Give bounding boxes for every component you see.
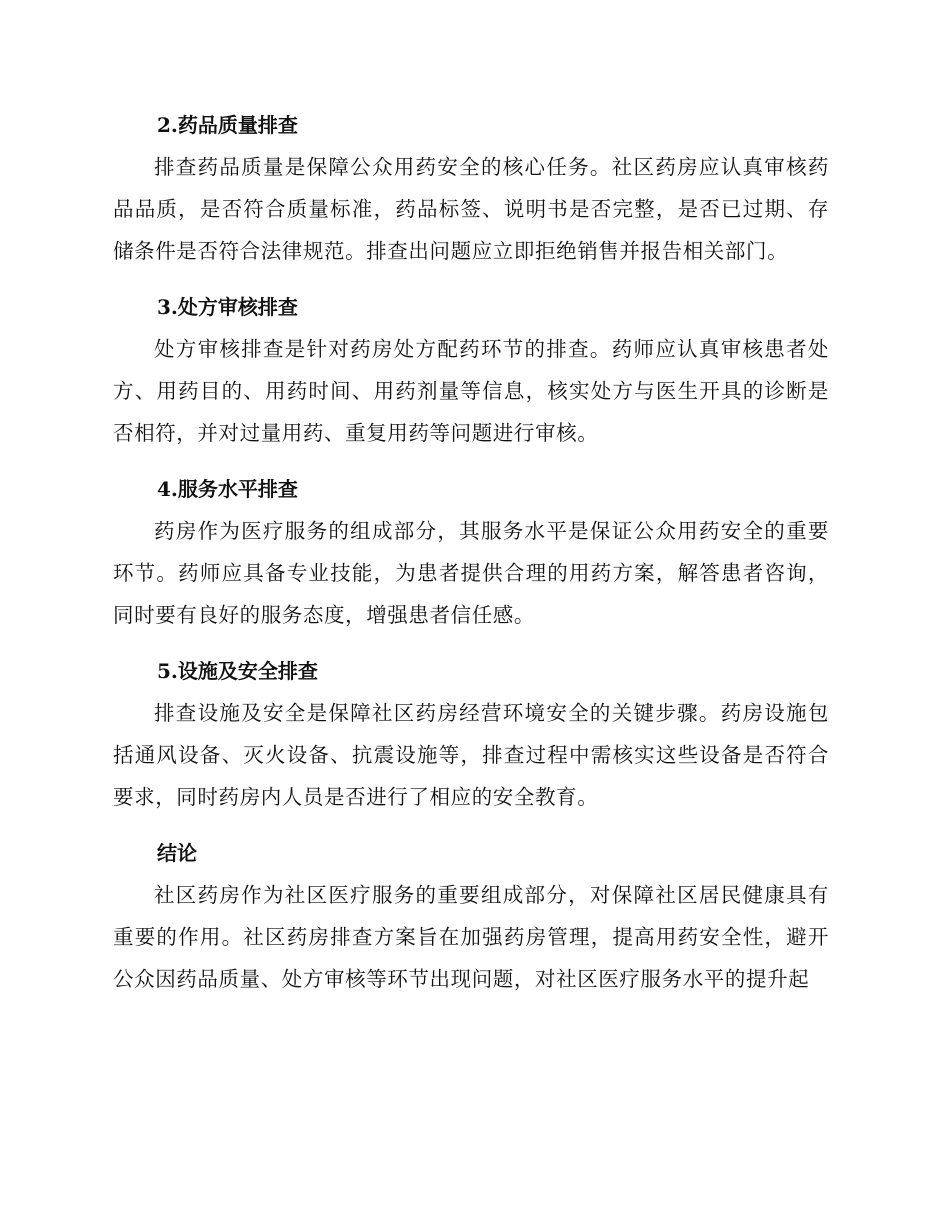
section-paragraph-prescription-review: 处方审核排查是针对药房处方配药环节的排查。药师应认真审核患者处方、用药目的、用药时间、用药剂量等信息，核实处方与医生开具的诊断是否相符，并对过量用药、重复用药等问题进行审核。 [113,337,829,445]
section-heading-conclusion: 结论 [157,841,197,865]
section-heading-drug-quality: 2.药品质量排查 [157,113,298,137]
section-paragraph-facility-safety: 排查设施及安全是保障社区药房经营环境安全的关键步骤。药房设施包括通风设备、灭火设备、抗震设施等，排查过程中需核实这些设备是否符合要求，同时药房内人员是否进行了相应的安全教育。 [113,701,829,809]
section-heading-service-level: 4.服务水平排查 [157,477,298,501]
document-page [113,106,829,1016]
section-heading-facility-safety: 5.设施及安全排查 [157,659,318,683]
section-paragraph-service-level: 药房作为医疗服务的组成部分，其服务水平是保证公众用药安全的重要环节。药师应具备专业技能，为患者提供合理的用药方案，解答患者咨询，同时要有良好的服务态度，增强患者信任感。 [113,519,829,627]
section-heading-prescription-review: 3.处方审核排查 [157,295,298,319]
section-paragraph-conclusion: 社区药房作为社区医疗服务的重要组成部分，对保障社区居民健康具有重要的作用。社区药房排查方案旨在加强药房管理，提高用药安全性，避开公众因药品质量、处方审核等环节出现问题，对社区医疗服务水平的提升起 [113,883,829,991]
section-paragraph-drug-quality: 排查药品质量是保障公众用药安全的核心任务。社区药房应认真审核药品品质，是否符合质量标准，药品标签、说明书是否完整，是否已过期、存储条件是否符合法律规范。排查出问题应立即拒绝销售并报告相关部门。 [113,155,829,263]
